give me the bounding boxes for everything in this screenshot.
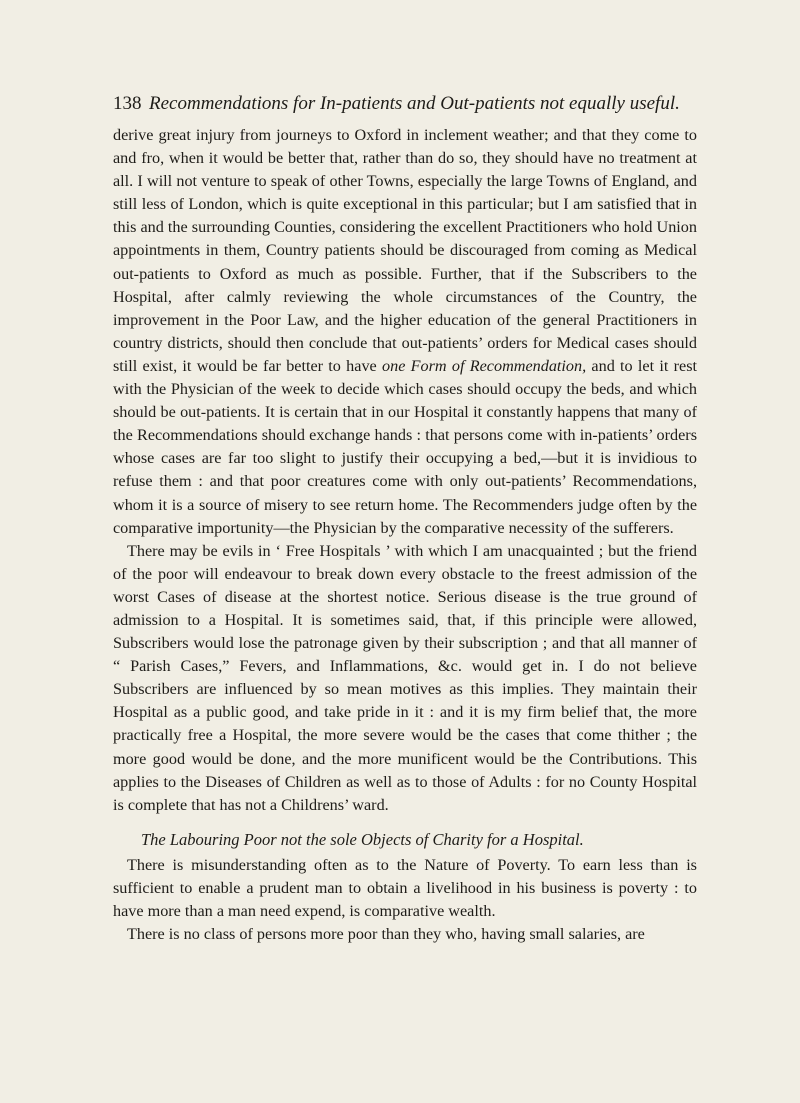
running-title: Recommendations for In-patients and Out-patients not equally useful. xyxy=(149,93,680,114)
paragraph-1 xyxy=(113,124,697,540)
paragraph-1-part-1: derive great injury from journeys to Oxford in inclement weather; and that they come to and fro, when it would be better that, rather than do so, they should have no treatment at all. I will not venture to speak of other Towns, especially the large Towns of England, and still less of London, which is quite exceptional in this particular; but I am satisfied that in this and the surrounding Counties, considering the excellent Practitioners who hold Union appointments in them, Country patients should be discouraged from coming as Medical out-patients to Oxford as much as possible. Further, that if the Subscribers to the Hospital, after calmly reviewing the whole circumstances of the Country, the improvement in the Poor Law, and the higher education of the general Practitioners in country districts, should then conclude that out-patients’ orders for Medical cases should still exist, it would be far better to have xyxy=(113,126,697,375)
paragraph-3: There is misunderstanding often as to the Nature of Poverty. To earn less than is sufficient to enable a prudent man to obtain a livelihood in his business is poverty : to have more than a man need expend, is comparative wealth. xyxy=(113,855,697,920)
running-head xyxy=(113,92,688,116)
paragraph-4: There is no class of persons more poor than they who, having small salaries, are xyxy=(127,925,645,944)
paragraph-1-emphasis: one Form of Recommendation, xyxy=(382,356,587,375)
section-heading: The Labouring Poor not the sole Objects of Charity for a Hospital. xyxy=(141,829,584,849)
page-number: 138 xyxy=(113,93,142,114)
paragraph-1-part-2: and to let it rest with the Physician of the week to decide which cases should occupy the beds, and which should be out-patients. It is certain that in our Hospital it constantly happens that many of the Recommendations should exchange hands : that persons come with in-patients’ orders whose cases are far too slight to justify their occupying a bed,—but it is invidious to refuse them : and that poor creatures come with only out-patients’ Recommendations, whom it is a source of misery to see return home. The Recommenders judge often by the comparative importunity—the Physician by the comparative necessity of the sufferers. xyxy=(113,356,697,537)
body-text xyxy=(113,124,697,946)
paragraph-2: There may be evils in ‘ Free Hospitals ’ with which I am unacquainted ; but the friend of the poor will endeavour to break down every obstacle to the freest admission of the worst Cases of disease at the shortest notice. Serious disease is the true ground of admission to a Hospital. It is sometimes said, that, if this principle were allowed, Subscribers would lose the patronage given by their subscription ; and that all manner of “ Parish Cases,” Fevers, and Inflammations, &c. would get in. I do not believe Subscribers are influenced by so mean motives as this implies. They maintain their Hospital as a public good, and take pride in it : and it is my firm belief that, the more practically free a Hospital, the more severe would be the cases that come thither ; the more good would be done, and the more munificent would be the Contributions. This applies to the Diseases of Children as well as to those of Adults : for no County Hospital is complete that has not a Childrens’ ward. xyxy=(113,541,697,814)
